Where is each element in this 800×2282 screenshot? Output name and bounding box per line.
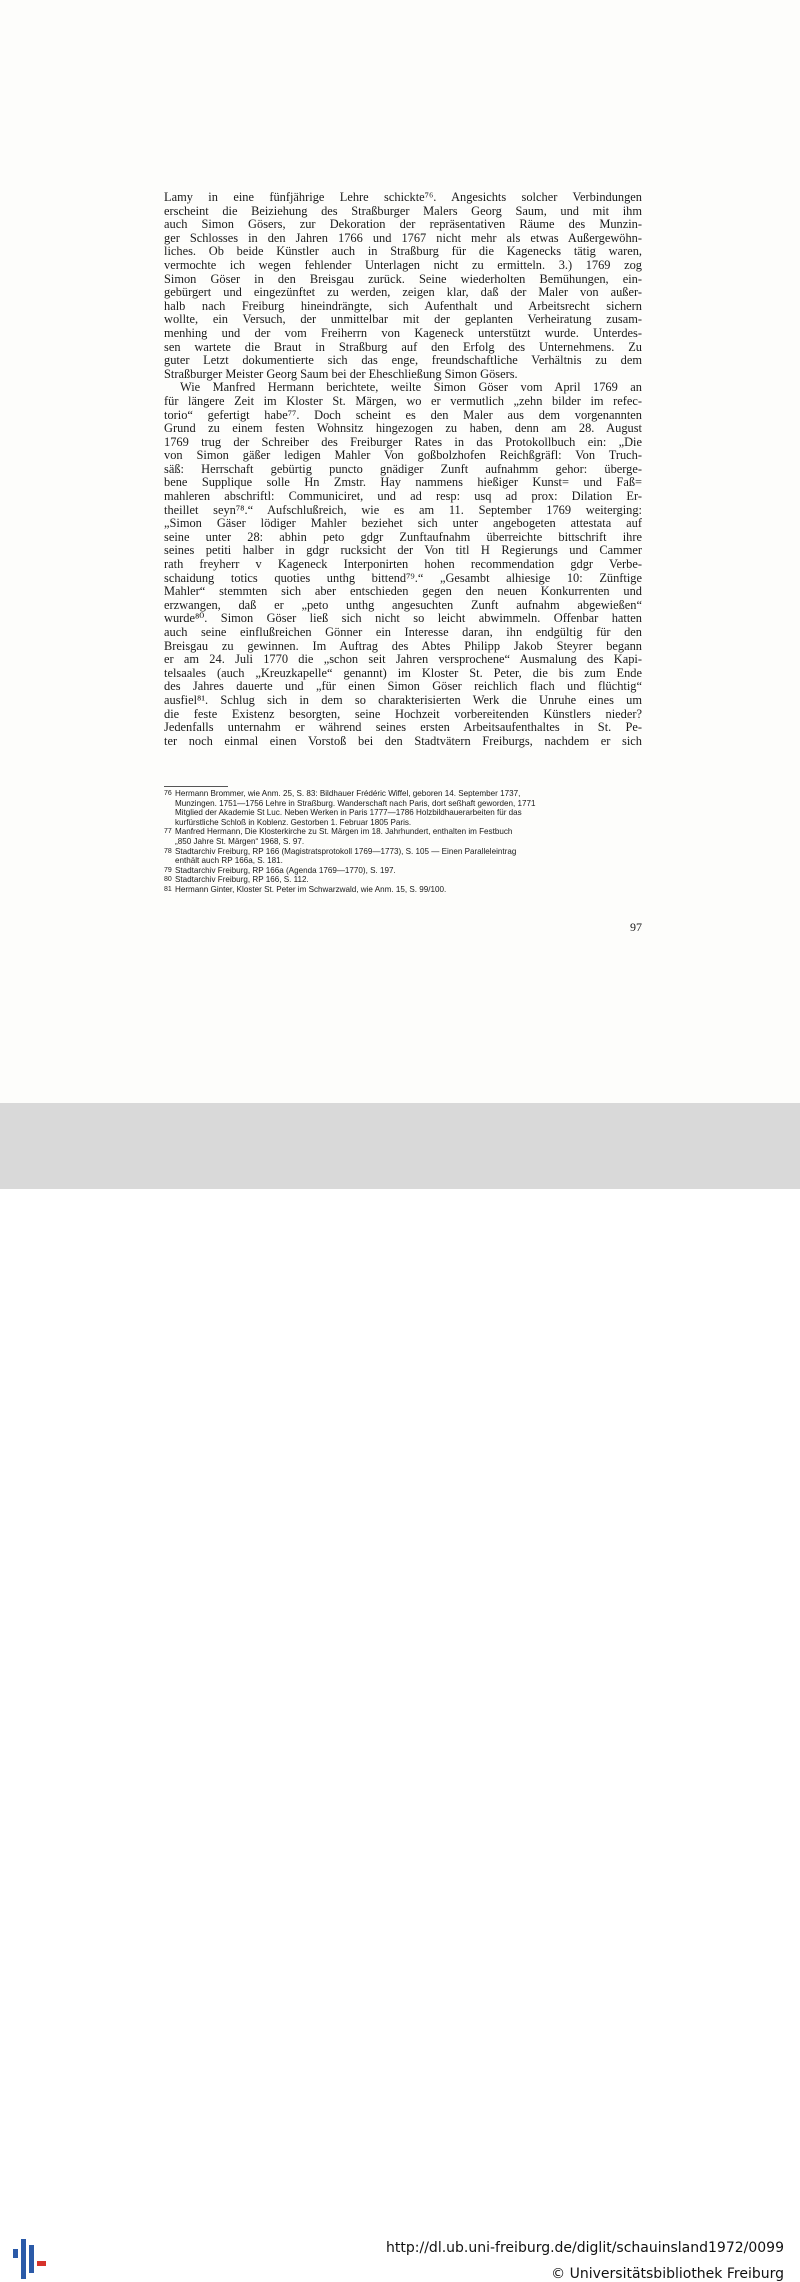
body-text — [164, 191, 642, 748]
footnote-number: 81 — [164, 885, 172, 893]
body-line: erscheint die Beiziehung des Straßburger Malers Georg Saum, und mit ihm — [164, 203, 642, 218]
body-line: seines petiti halber in gdgr rucksicht der Von titl H Regierungs und Cammer — [164, 543, 642, 558]
body-line: telsaales (auch „Kreuzkapelle“ genannt) im Kloster St. Peter, die bis zum Ende — [164, 665, 642, 680]
body-line: 1769 trug der Schreiber des Freiburger Rates in das Protokollbuch ein: „Die — [164, 434, 642, 449]
scanned-page — [0, 0, 800, 1103]
body-line: seine unter 28: abhin peto gdgr Zunftaufnahm überreichte bittschrift ihre — [164, 529, 642, 544]
body-line: Grund zu einem festen Wohnsitz hingezogen zu haben, denn am 28. August — [164, 421, 642, 436]
footnote — [164, 847, 642, 866]
footnote-number: 79 — [164, 866, 172, 874]
footnote-number: 76 — [164, 790, 172, 797]
body-line: er am 24. Juli 1770 die „schon seit Jahren versprochene“ Ausmalung des Kapi- — [164, 652, 642, 667]
footnote-text: Hermann Ginter, Kloster St. Peter im Schwarzwald, wie Anm. 15, S. 99/100. — [175, 884, 447, 894]
footnote-text: Stadtarchiv Freiburg, RP 166, S. 112. — [175, 875, 309, 885]
body-line: menhing und der vom Freiherrn von Kageneck unterstützt wurde. Unterdes- — [164, 325, 642, 340]
footnote-text: enthält auch RP 166a, S. 181. — [175, 856, 283, 866]
body-line: für längere Zeit im Kloster St. Märgen, wo er vermutlich „zehn bilder im refec- — [164, 393, 642, 408]
footnotes — [164, 789, 642, 895]
body-line: sen wartete die Braut in Straßburg auf den Erfolg des Unternehmens. Zu — [164, 339, 642, 354]
body-line: des Jahres dauerte und „für einen Simon Göser reichlich flach und flüchtig“ — [164, 679, 642, 694]
body-line: mahleren abschriftl: Communiciret, und ad resp: usq ad prox: Dilation Er- — [164, 489, 642, 504]
body-line: vermochte ich wegen fehlender Unterlagen nicht zu ermitteln. 3.) 1769 zog — [164, 257, 642, 272]
body-line: torio“ gefertigt habe⁷⁷. Doch scheint es den Maler aus dem vorgenannten — [164, 407, 642, 422]
footnote-text: Stadtarchiv Freiburg, RP 166 (Magistratsprotokoll 1769—1773), S. 105 — Einen Paralleleintrag — [175, 846, 517, 856]
footnote-text: Mitglied der Akademie St Luc. Neben Werken in Paris 1777—1786 Holzbildhauerarbeiten für das — [175, 808, 522, 818]
footnote-number: 78 — [164, 847, 172, 855]
body-line: bene Supplique solle Hn Zmstr. Hay nammens hießiger Kunst= und Faß= — [164, 475, 642, 490]
body-line: säß: Herrschaft gebürtig puncto gnädiger Zunft aufnahmm gehor: überge- — [164, 461, 642, 476]
footnote-text: Manfred Hermann, Die Klosterkirche zu St. Märgen im 18. Jahrhundert, enthalten im Festbuch — [175, 827, 513, 837]
footnote-number: 77 — [164, 828, 172, 836]
footnote-text: Hermann Brommer, wie Anm. 25, S. 83: Bildhauer Frédéric Wiffel, geboren 14. September 1737, — [175, 789, 521, 798]
footnote-text: „850 Jahre St. Märgen“ 1968, S. 97. — [175, 836, 305, 846]
footnote — [164, 789, 642, 827]
body-line: erzwangen, daß er „peto unthg angesuchten Zunft aufnahm abgewießen“ — [164, 597, 642, 612]
body-line: ausfiel⁸¹. Schlug sich in dem so charakterisierten Werk die Unruhe eines um — [164, 692, 642, 707]
body-line: guter Letzt dokumentierte sich das enge, freundschaftliche Verhältnis zu dem — [164, 353, 642, 368]
body-line: liches. Ob beide Künstler auch in Straßburg für die Kagenecks tätig waren, — [164, 244, 642, 259]
body-line: halb nach Freiburg hineindrängte, sich Aufenthalt und Arbeitsrecht sichern — [164, 298, 642, 313]
body-line: auch seine einflußreichen Gönner ein Interesse daran, ihn endgültig für den — [164, 625, 642, 639]
footnote-number: 80 — [164, 876, 172, 884]
body-line: wollte, ein Versuch, der unmittelbar mit der geplanten Verheiratung zusam- — [164, 312, 642, 327]
body-line: „Simon Gäser lödiger Mahler beziehet sich unter angebogeten attestata auf — [164, 516, 642, 531]
footnote-separator — [164, 786, 228, 787]
body-line: Breisgau zu gewinnen. Im Auftrag des Abtes Philipp Jakob Steyrer begann — [164, 638, 642, 653]
footnote — [164, 885, 642, 895]
footnote — [164, 866, 642, 876]
body-line: rath freyherr v Kageneck Interponirten hohen recommendation gdgr Verbe- — [164, 557, 642, 572]
body-line: ger Schlosses in den Jahren 1766 und 1767 nicht mehr als etwas Außergewöhn- — [164, 230, 642, 245]
body-line: wurde⁸⁰. Simon Göser ließ sich nicht so leicht abwimmeln. Offenbar hatten — [164, 611, 642, 626]
footnote-text: kurfürstliche Schloß in Koblenz. Gestorben 1. Februar 1805 Paris. — [175, 817, 412, 827]
footnote — [164, 875, 642, 885]
body-line: die feste Existenz besorgten, seine Hochzeit vorbereitenden Künstlers nieder? — [164, 706, 642, 721]
body-line: Mahler“ stemmten sich aber entschieden gegen den neuen Konkurrenten und — [164, 584, 642, 599]
body-line: Wie Manfred Hermann berichtete, weilte Simon Göser vom April 1769 an — [180, 380, 642, 395]
body-line: ter noch einmal einen Vorstoß bei den Stadtvätern Freiburgs, nachdem er sich — [164, 733, 642, 748]
body-line: Lamy in eine fünfjährige Lehre schickte⁷⁶. Angesichts solcher Verbindungen — [164, 190, 642, 204]
page-number: 97 — [630, 920, 642, 934]
body-line: schaidung totics quoties unthg bittend⁷⁹.“ „Gesambt alhiesige 10: Zünftige — [164, 570, 642, 585]
viewer-footer — [0, 1103, 800, 2282]
body-line: von Simon gäßer ledigen Mahler Von goßbolzhofen Reichßgräfl: Von Truch- — [164, 448, 642, 463]
body-line: theillet seyn⁷⁸.“ Aufschlußreich, wie es am 11. September 1769 weiterging: — [164, 502, 642, 517]
body-line: Straßburger Meister Georg Saum bei der Eheschließung Simon Gösers. — [164, 366, 518, 381]
permalink-url[interactable]: http://dl.ub.uni-freiburg.de/diglit/schauinsland1972/0099 — [386, 2240, 784, 2256]
footnote-text: Munzingen. 1751—1756 Lehre in Straßburg. Wanderschaft nach Paris, dort seßhaft geworden, 1771 — [175, 798, 536, 808]
body-line: gebürgert und eingezünftet zu werden, zeigen klar, daß der Maler von außer- — [164, 285, 642, 300]
university-library-logo-icon — [9, 2239, 49, 2279]
body-line: auch Simon Gösers, zur Dekoration der repräsentativen Räume des Munzin- — [164, 217, 642, 232]
footnote — [164, 827, 642, 846]
body-line: Jedenfalls unternahm er während seines ersten Arbeitsaufenthaltes in St. Pe- — [164, 720, 642, 735]
copyright-notice: © Universitätsbibliothek Freiburg — [551, 2266, 784, 2282]
body-line: Simon Göser in den Breisgau zurück. Seine wiederholten Bemühungen, ein- — [164, 271, 642, 286]
footnote-text: Stadtarchiv Freiburg, RP 166a (Agenda 1769—1770), S. 197. — [175, 865, 396, 875]
